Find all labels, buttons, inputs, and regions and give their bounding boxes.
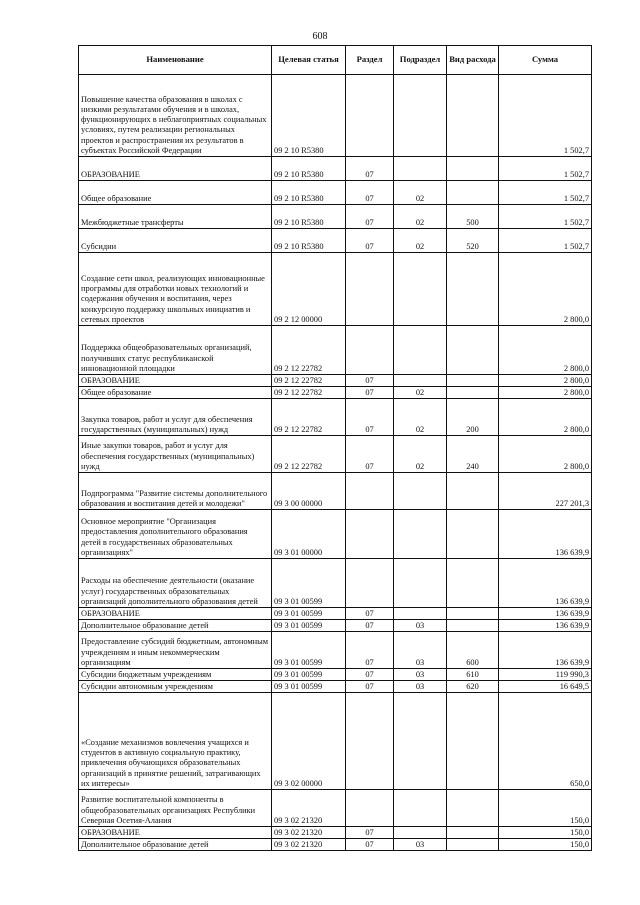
cell-name: ОБРАЗОВАНИЕ (79, 608, 272, 620)
cell-amount: 119 990,3 (499, 669, 592, 681)
cell-subsection: 02 (394, 387, 447, 399)
header-expense-type: Вид расхода (447, 46, 499, 75)
cell-section: 07 (346, 375, 394, 387)
cell-amount: 2 800,0 (499, 326, 592, 375)
header-section: Раздел (346, 46, 394, 75)
cell-section: 07 (346, 669, 394, 681)
cell-target: 09 2 12 22782 (272, 375, 346, 387)
cell-section: 07 (346, 681, 394, 693)
cell-name: Расходы на обеспечение деятельности (оказание услуг) государственных образовательных организаций дополнительного образования детей (79, 559, 272, 608)
cell-expense-type (447, 693, 499, 790)
cell-subsection (394, 510, 447, 559)
header-amount: Сумма (499, 46, 592, 75)
cell-name: ОБРАЗОВАНИЕ (79, 827, 272, 839)
table-row (79, 681, 592, 693)
table-row (79, 608, 592, 620)
cell-name: Субсидии бюджетным учреждениям (79, 669, 272, 681)
table-row (79, 387, 592, 399)
cell-section: 07 (346, 157, 394, 181)
cell-expense-type: 200 (447, 399, 499, 436)
cell-section (346, 326, 394, 375)
cell-amount: 1 502,7 (499, 181, 592, 205)
cell-subsection: 03 (394, 669, 447, 681)
cell-target: 09 3 01 00599 (272, 632, 346, 669)
cell-expense-type (447, 839, 499, 851)
cell-subsection (394, 790, 447, 827)
header-subsection: Подраздел (394, 46, 447, 75)
cell-name: Создание сети школ, реализующих инновационные программы для отработки новых технологий и содержания обучения и воспитания, через конкурсную поддержку школьных инициатив и сетевых проектов (79, 253, 272, 326)
cell-subsection (394, 827, 447, 839)
cell-section: 07 (346, 620, 394, 632)
cell-name: Общее образование (79, 387, 272, 399)
cell-section: 07 (346, 632, 394, 669)
cell-expense-type: 600 (447, 632, 499, 669)
cell-amount: 16 649,5 (499, 681, 592, 693)
budget-table (78, 45, 592, 851)
cell-expense-type (447, 326, 499, 375)
table-row (79, 693, 592, 790)
cell-subsection (394, 608, 447, 620)
cell-subsection: 03 (394, 632, 447, 669)
cell-expense-type (447, 157, 499, 181)
cell-amount: 2 800,0 (499, 387, 592, 399)
cell-expense-type (447, 827, 499, 839)
table-row (79, 75, 592, 157)
cell-target: 09 3 01 00599 (272, 608, 346, 620)
table-row (79, 205, 592, 229)
cell-amount: 2 800,0 (499, 399, 592, 436)
cell-expense-type (447, 387, 499, 399)
cell-section (346, 559, 394, 608)
cell-target: 09 3 02 21320 (272, 839, 346, 851)
cell-target: 09 3 01 00000 (272, 510, 346, 559)
cell-amount: 150,0 (499, 839, 592, 851)
cell-name: Субсидии автономным учреждениям (79, 681, 272, 693)
cell-target: 09 2 12 22782 (272, 326, 346, 375)
cell-target: 09 2 10 R5380 (272, 205, 346, 229)
cell-target: 09 3 01 00599 (272, 669, 346, 681)
cell-name: Повышение качества образования в школах с низкими результатами обучения и в школах, функционирующих в неблагоприятных социальных условиях, путем реализации региональных проектов и распространения их результатов в субъектах Российской Федерации (79, 75, 272, 157)
cell-section: 07 (346, 387, 394, 399)
cell-section (346, 75, 394, 157)
cell-target: 09 2 10 R5380 (272, 229, 346, 253)
cell-target: 09 3 01 00599 (272, 681, 346, 693)
cell-subsection (394, 157, 447, 181)
cell-subsection (394, 253, 447, 326)
cell-amount: 1 502,7 (499, 205, 592, 229)
cell-expense-type (447, 375, 499, 387)
cell-target: 09 2 10 R5380 (272, 157, 346, 181)
cell-amount: 136 639,9 (499, 632, 592, 669)
cell-section: 07 (346, 436, 394, 473)
cell-subsection: 02 (394, 436, 447, 473)
cell-name: Дополнительное образование детей (79, 620, 272, 632)
cell-section (346, 510, 394, 559)
cell-target: 09 2 12 22782 (272, 387, 346, 399)
cell-section: 07 (346, 608, 394, 620)
cell-subsection (394, 375, 447, 387)
cell-expense-type (447, 181, 499, 205)
cell-section: 07 (346, 205, 394, 229)
table-row (79, 827, 592, 839)
cell-expense-type (447, 559, 499, 608)
cell-subsection: 03 (394, 681, 447, 693)
table-body (79, 75, 592, 851)
cell-name: ОБРАЗОВАНИЕ (79, 157, 272, 181)
cell-subsection (394, 75, 447, 157)
cell-subsection (394, 693, 447, 790)
cell-name: ОБРАЗОВАНИЕ (79, 375, 272, 387)
cell-subsection: 02 (394, 205, 447, 229)
cell-subsection (394, 326, 447, 375)
cell-subsection: 02 (394, 399, 447, 436)
cell-section: 07 (346, 399, 394, 436)
cell-amount: 2 800,0 (499, 253, 592, 326)
cell-expense-type: 620 (447, 681, 499, 693)
table-row (79, 229, 592, 253)
cell-name: Основное мероприятие "Организация предоставления дополнительного образования детей в государственных образовательных организациях" (79, 510, 272, 559)
cell-amount: 650,0 (499, 693, 592, 790)
cell-section (346, 253, 394, 326)
cell-target: 09 2 12 22782 (272, 399, 346, 436)
cell-amount: 1 502,7 (499, 229, 592, 253)
cell-target: 09 3 02 21320 (272, 790, 346, 827)
table-row (79, 399, 592, 436)
cell-section: 07 (346, 839, 394, 851)
cell-expense-type (447, 473, 499, 510)
cell-amount: 227 201,3 (499, 473, 592, 510)
cell-name: «Создание механизмов вовлечения учащихся и студентов в активную социальную практику, привлечения обучающихся образовательных организаций в принятие решений, затрагивающих их интересы» (79, 693, 272, 790)
header-target: Целевая статья (272, 46, 346, 75)
cell-name: Поддержка общеобразовательных организаций, получивших статус республиканской инновационной площадки (79, 326, 272, 375)
cell-subsection: 03 (394, 620, 447, 632)
cell-target: 09 2 12 00000 (272, 253, 346, 326)
table-row (79, 436, 592, 473)
page-number: 608 (312, 31, 328, 42)
table-row (79, 375, 592, 387)
cell-name: Закупка товаров, работ и услуг для обеспечения государственных (муниципальных) нужд (79, 399, 272, 436)
cell-expense-type: 500 (447, 205, 499, 229)
cell-subsection: 02 (394, 181, 447, 205)
cell-section: 07 (346, 229, 394, 253)
cell-name: Предоставление субсидий бюджетным, автономным учреждениям и иным некоммерческим организациям (79, 632, 272, 669)
cell-section: 07 (346, 181, 394, 205)
cell-expense-type (447, 253, 499, 326)
cell-subsection: 03 (394, 839, 447, 851)
cell-section (346, 693, 394, 790)
cell-amount: 136 639,9 (499, 620, 592, 632)
table-row (79, 559, 592, 608)
cell-expense-type: 610 (447, 669, 499, 681)
cell-expense-type (447, 608, 499, 620)
cell-expense-type (447, 620, 499, 632)
table-row (79, 632, 592, 669)
header-row (79, 46, 592, 75)
cell-name: Развитие воспитательной компоненты в общеобразовательных организациях Республики Северная Осетия-Алания (79, 790, 272, 827)
cell-amount: 136 639,9 (499, 559, 592, 608)
cell-expense-type (447, 75, 499, 157)
cell-amount: 1 502,7 (499, 75, 592, 157)
cell-amount: 2 800,0 (499, 375, 592, 387)
cell-target: 09 3 00 00000 (272, 473, 346, 510)
cell-target: 09 3 02 00000 (272, 693, 346, 790)
cell-amount: 2 800,0 (499, 436, 592, 473)
table-row (79, 620, 592, 632)
cell-amount: 150,0 (499, 790, 592, 827)
cell-amount: 136 639,9 (499, 510, 592, 559)
cell-name: Межбюджетные трансферты (79, 205, 272, 229)
cell-subsection (394, 473, 447, 510)
table-row (79, 181, 592, 205)
cell-subsection (394, 559, 447, 608)
cell-section (346, 473, 394, 510)
cell-section: 07 (346, 827, 394, 839)
table-row (79, 669, 592, 681)
table-row (79, 157, 592, 181)
cell-name: Общее образование (79, 181, 272, 205)
cell-target: 09 3 02 21320 (272, 827, 346, 839)
table-row (79, 326, 592, 375)
cell-target: 09 2 10 R5380 (272, 181, 346, 205)
cell-name: Субсидии (79, 229, 272, 253)
cell-name: Дополнительное образование детей (79, 839, 272, 851)
cell-target: 09 2 10 R5380 (272, 75, 346, 157)
table-row (79, 839, 592, 851)
cell-name: Подпрограмма "Развитие системы дополнительного образования и воспитания детей и молодежи" (79, 473, 272, 510)
cell-expense-type (447, 790, 499, 827)
cell-subsection: 02 (394, 229, 447, 253)
cell-expense-type (447, 510, 499, 559)
header-name: Наименование (79, 46, 272, 75)
cell-target: 09 2 12 22782 (272, 436, 346, 473)
cell-target: 09 3 01 00599 (272, 620, 346, 632)
cell-name: Иные закупки товаров, работ и услуг для обеспечения государственных (муниципальных) нужд (79, 436, 272, 473)
cell-amount: 1 502,7 (499, 157, 592, 181)
table-row (79, 510, 592, 559)
cell-amount: 150,0 (499, 827, 592, 839)
table-row (79, 790, 592, 827)
cell-expense-type: 520 (447, 229, 499, 253)
table-row (79, 253, 592, 326)
cell-amount: 136 639,9 (499, 608, 592, 620)
cell-target: 09 3 01 00599 (272, 559, 346, 608)
cell-section (346, 790, 394, 827)
cell-expense-type: 240 (447, 436, 499, 473)
table-row (79, 473, 592, 510)
